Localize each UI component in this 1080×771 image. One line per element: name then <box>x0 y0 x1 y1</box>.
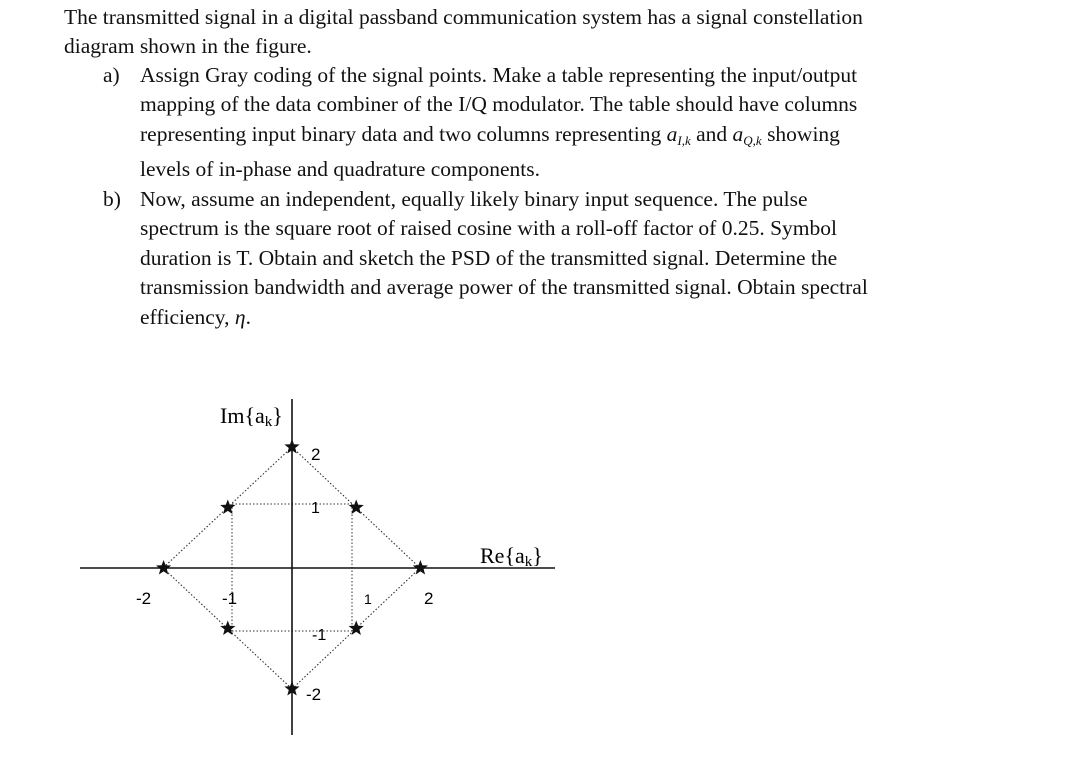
part-b-line-5-pre: efficiency, <box>140 305 230 329</box>
part-a-line-4: levels of in-phase and quadrature components. <box>140 157 541 181</box>
tick-label-y-pos1: 1 <box>311 500 320 517</box>
symbol-a-q: $a_{Q,k}$ <box>732 122 762 148</box>
part-b-line-4: transmission bandwidth and average power of the transmitted signal. Obtain spectral <box>140 275 868 299</box>
part-a-line-3-pre: representing input binary data and two columns representing <box>140 122 662 146</box>
and-word: and <box>696 122 728 146</box>
intro-line-1: The transmitted signal in a digital passband communication system has a signal constellation <box>64 5 863 29</box>
constellation-point-star-icon <box>349 500 364 514</box>
part-a-label: a) <box>103 63 120 87</box>
part-a-line-3-post: showing <box>767 122 840 146</box>
real-axis-label: Re{ak} <box>480 543 543 570</box>
tick-label-x-pos1: 1 <box>364 591 372 607</box>
symbol-a-i: $a_{I,k}$ <box>666 122 691 148</box>
tick-label-x-pos2: 2 <box>424 589 434 608</box>
constellation-point-star-icon <box>413 560 428 574</box>
tick-label-x-neg2: -2 <box>136 589 152 608</box>
part-b-label: b) <box>103 187 121 211</box>
part-b-line-3: duration is T. Obtain and sketch the PSD of the transmitted signal. Determine the <box>140 246 838 270</box>
tick-label-y-pos2: 2 <box>311 445 321 464</box>
constellation-point-star-icon <box>220 621 235 635</box>
part-b-line-5-post: . <box>245 305 251 329</box>
part-b-line-1: Now, assume an independent, equally likely binary input sequence. The pulse <box>140 187 808 211</box>
eta-symbol: η <box>234 305 246 329</box>
part-a-line-1: Assign Gray coding of the signal points. Make a table representing the input/output <box>140 63 858 87</box>
part-b-line-2: spectrum is the square root of raised cosine with a roll-off factor of 0.25. Symbol <box>140 216 837 240</box>
tick-label-y-neg1: -1 <box>312 627 327 644</box>
tick-label-y-neg2: -2 <box>306 685 322 704</box>
imag-axis-label: Im{ak} <box>220 403 283 430</box>
tick-label-x-neg1: -1 <box>222 589 238 608</box>
part-a-line-2: mapping of the data combiner of the I/Q modulator. The table should have columns <box>140 92 858 116</box>
intro-line-2: diagram shown in the figure. <box>64 34 312 58</box>
